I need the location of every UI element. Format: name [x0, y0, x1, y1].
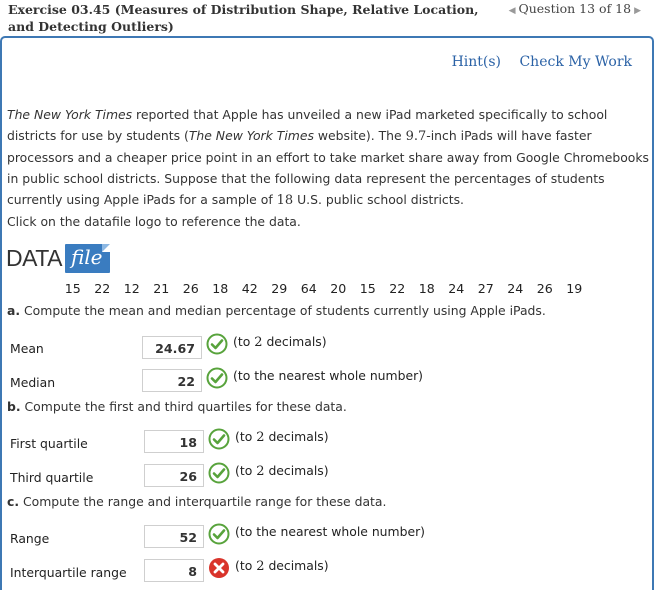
iqr-hint [235, 558, 329, 574]
data-value: 19 [566, 281, 583, 296]
hint-text: (to [235, 463, 257, 478]
correct-check-icon [208, 462, 230, 484]
statement-text: website). The [313, 128, 406, 143]
toolbar [438, 54, 632, 70]
hint-text: decimals) [264, 463, 329, 478]
range-input[interactable]: 52 [144, 525, 204, 548]
hints-link[interactable]: Hint(s) [451, 54, 502, 70]
datafile-instruction: Click on the datafile logo to reference the data. [7, 214, 301, 229]
exercise-title: Exercise 03.45 (Measures of Distribution Shape, Relative Location, and Detecting Outliers) [8, 2, 479, 34]
datafile-logo-file: file [65, 244, 110, 273]
data-value: 18 [418, 281, 435, 296]
correct-check-icon [206, 333, 228, 355]
data-value: 22 [94, 281, 111, 296]
data-value: 18 [212, 281, 229, 296]
iqr-input[interactable]: 8 [144, 559, 204, 582]
hint-number: 2 [256, 464, 265, 479]
hint-number: 2 [256, 559, 265, 574]
third-quartile-hint [235, 463, 329, 479]
data-value: 42 [241, 281, 258, 296]
part-b-prompt [7, 399, 347, 414]
median-hint: (to the nearest whole number) [233, 368, 424, 383]
data-value: 24 [448, 281, 465, 296]
hint-text: decimals) [264, 558, 329, 573]
mean-label: Mean [10, 341, 44, 356]
hint-text: (to [235, 558, 257, 573]
question-counter: Question 13 of 18 [518, 1, 632, 16]
data-value: 21 [153, 281, 170, 296]
hint-text: decimals) [264, 429, 329, 444]
first-quartile-input[interactable]: 18 [144, 430, 204, 453]
third-quartile-input[interactable]: 26 [144, 464, 204, 487]
data-values [58, 281, 589, 296]
data-value: 64 [300, 281, 317, 296]
source-name: The New York Times [188, 128, 314, 143]
part-letter: c. [7, 494, 20, 509]
first-quartile-hint [235, 429, 329, 445]
part-prompt-text: Compute the mean and median percentage of students currently using Apple iPads. [20, 303, 546, 318]
problem-statement [7, 104, 649, 211]
range-hint: (to the nearest whole number) [235, 524, 426, 539]
part-prompt-text: Compute the first and third quartiles for these data. [20, 399, 347, 414]
data-value: 26 [536, 281, 553, 296]
part-c-prompt [7, 494, 386, 509]
next-question-icon[interactable]: ▶ [634, 6, 641, 16]
part-letter: a. [7, 303, 21, 318]
hint-text: (to [233, 334, 255, 349]
data-value: 12 [123, 281, 140, 296]
datafile-logo[interactable] [6, 241, 110, 275]
median-input[interactable]: 22 [142, 369, 202, 392]
source-name: The New York Times [7, 107, 133, 122]
datafile-logo-data: DATA [6, 244, 62, 271]
statement-number: 9.7 [405, 129, 427, 144]
statement-text: U.S. public school districts. [293, 192, 464, 207]
hint-number: 2 [256, 430, 265, 445]
data-value: 27 [477, 281, 494, 296]
data-value: 26 [182, 281, 199, 296]
incorrect-x-icon [208, 557, 230, 579]
iqr-label: Interquartile range [10, 565, 127, 580]
part-a-prompt [7, 303, 546, 318]
first-quartile-label: First quartile [10, 436, 88, 451]
data-value: 15 [64, 281, 81, 296]
mean-hint [233, 334, 327, 350]
data-value: 22 [389, 281, 406, 296]
part-prompt-text: Compute the range and interquartile range for these data. [19, 494, 387, 509]
mean-input[interactable]: 24.67 [142, 336, 202, 359]
correct-check-icon [208, 428, 230, 450]
statement-text: reported that Apple has unveiled a new iPad marketed specifically to school districts for use by students ( [7, 107, 608, 143]
question-nav [506, 1, 644, 16]
data-value: 29 [271, 281, 288, 296]
range-label: Range [10, 531, 50, 546]
statement-text: -inch iPads will have faster processors and a cheaper price point in an effort to take market share away from Google Chromebooks in public school districts. Suppose that the following data represent the percentages of students currently using Apple iPads for a sample of [7, 128, 650, 207]
data-value: 24 [507, 281, 524, 296]
third-quartile-label: Third quartile [10, 470, 94, 485]
statement-number: 18 [276, 193, 294, 208]
hint-number: 2 [254, 335, 263, 350]
data-value: 15 [359, 281, 376, 296]
hint-text: decimals) [262, 334, 327, 349]
correct-check-icon [208, 523, 230, 545]
median-label: Median [10, 375, 56, 390]
check-my-work-link[interactable]: Check My Work [519, 54, 632, 70]
hint-text: (to [235, 429, 257, 444]
data-value: 20 [330, 281, 347, 296]
correct-check-icon [206, 367, 228, 389]
header [0, 0, 656, 38]
part-letter: b. [7, 399, 21, 414]
prev-question-icon[interactable]: ◀ [508, 6, 516, 16]
